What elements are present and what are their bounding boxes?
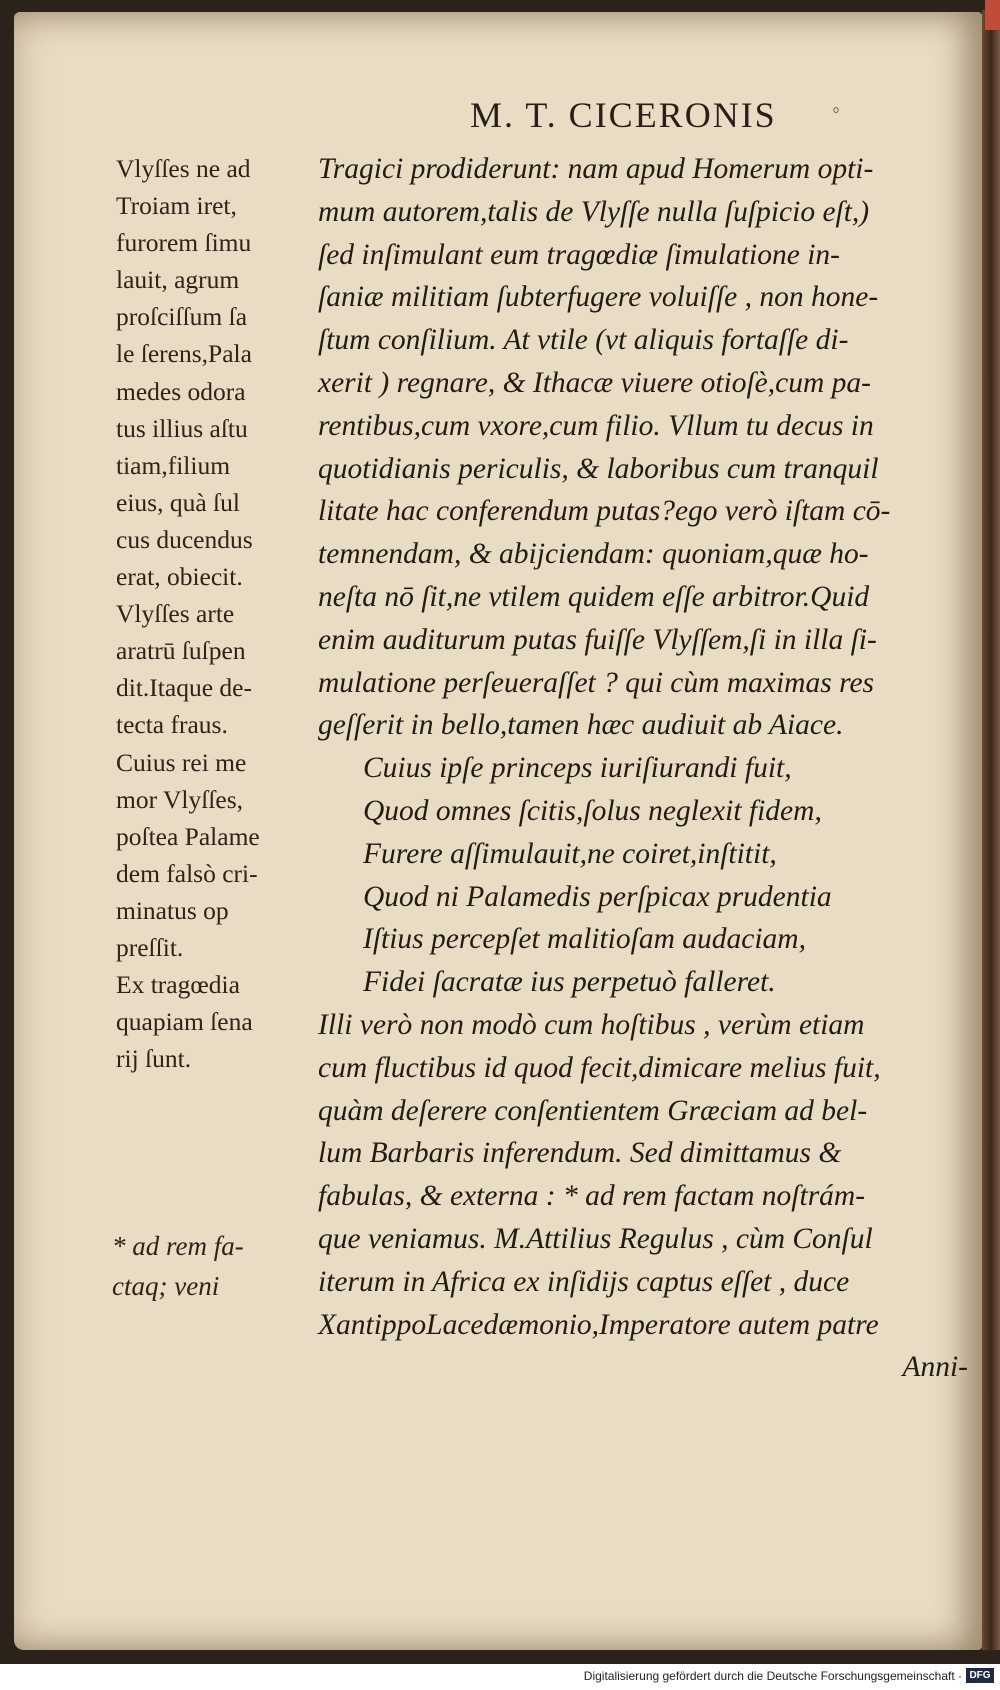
margin-note-2 [112,1226,312,1306]
margin-note-line: mor Vlyſſes, [116,784,244,814]
margin-note-line: aratrū ſuſpen [116,636,246,666]
margin-note-line: tecta fraus. [116,710,228,740]
margin-note-line: Cuius rei me [116,747,247,777]
bookmark-tab [985,0,1000,30]
text-line: lum Barbaris inferendum. Sed dimittamus & [318,1137,842,1170]
text-line: litate hac conferendum putas?ego verò iſtam cō- [318,495,891,528]
text-line: ſaniæ militiam ſubterfugere voluiſſe , non hone- [318,281,879,314]
text-line: geſſerit in bello,tamen hæc audiuit ab Aiace. [318,709,844,742]
margin-column [116,150,316,1077]
text-line: que veniamus. M.Attilius Regulus , cùm Conſul [318,1222,873,1255]
margin-note-line: le ſerens,Pala [116,339,252,369]
main-text [318,148,978,1389]
text-line: mum autorem,talis de Vlyſſe nulla ſuſpicio eſt,) [318,195,870,228]
verse-line: Quod omnes ſcitis,ſolus neglexit fidem, [363,794,822,827]
margin-note-line: Vlyſſes arte [116,599,235,629]
margin-note-line: furorem ſimu [116,228,252,258]
page-edge [982,10,1000,1650]
running-header: M. T. CICERONIS [470,95,777,135]
text-line: neſta nō ſit,ne vtilem quidem eſſe arbitror.Quid [318,580,870,613]
text-line: rentibus,cum vxore,cum filio. Vllum tu decus in [318,409,874,442]
margin-note-line: lauit, agrum [116,265,240,295]
margin-note-line: rij ſunt. [116,1044,192,1074]
footer-credit: Digitalisierung gefördert durch die Deutsche Forschungsgemeinschaft · [583,1669,962,1683]
verse-line: Iſtius percepſet malitioſam audaciam, [363,923,806,956]
margin-note-line: poſtea Palame [116,821,260,851]
text-line: xerit ) regnare, & Ithacæ viuere otioſè,cum pa- [318,366,871,399]
margin-note-line: preſſit. [116,932,184,962]
margin-note-line: ctaq; veni [112,1271,220,1301]
margin-note-line: tiam,filium [116,450,231,480]
margin-note-line: minatus op [116,895,229,925]
margin-note-line: dem falsò cri- [116,858,258,888]
margin-note-line: dit.Itaque de- [116,673,252,703]
header-ornament: ﾟ [832,106,846,135]
catchword: Anni- [902,1351,968,1384]
text-line: quàm deſerere conſentientem Græciam ad bel- [318,1094,868,1127]
text-line: cum fluctibus id quod fecit,dimicare melius fuit, [318,1051,881,1084]
margin-note-line: quapiam ſena [116,1007,253,1037]
text-line: XantippoLacedæmonio,Imperatore autem patre [318,1308,879,1341]
verse-line: Quod ni Palamedis perſpicax prudentia [363,880,832,913]
text-line: quotidianis periculis, & laboribus cum tranquil [318,452,879,485]
margin-note-line: Vlyſſes ne ad [116,154,251,183]
text-line: fabulas, & externa : * ad rem factam noſtrám- [318,1180,866,1213]
margin-note-line: Ex tragœdia [116,970,240,1000]
margin-note-line: eius, quà ſul [116,487,240,517]
text-line: temnendam, & abijciendam: quoniam,quæ ho- [318,538,869,571]
text-line: Tragici prodiderunt: nam apud Homerum opti- [318,153,874,185]
text-line: iterum in Africa ex inſidijs captus eſſet , duce [318,1265,850,1298]
verse-line: Furere aſſimulauit,ne coiret,inſtitit, [363,837,777,870]
text-line: enim auditurum putas fuiſſe Vlyſſem,ſi in illa ſi- [318,623,877,656]
margin-note-line: cus ducendus [116,524,253,554]
margin-note-line: medes odora [116,376,246,406]
text-line: ſed inſimulant eum tragœdiæ ſimulatione in- [318,238,840,271]
verse-line: Cuius ipſe princeps iuriſiurandi fuit, [363,752,792,785]
margin-note-line: Troiam iret, [116,191,237,221]
margin-note-line: tus illius aſtu [116,413,248,443]
verse-line: Fidei ſacratæ ius perpetuò falleret. [363,966,776,999]
margin-note-line: proſciſſum ſa [116,302,248,332]
dfg-logo: DFG [966,1668,994,1683]
text-line: ſtum conſilium. At vtile (vt aliquis fortaſſe di- [318,324,849,357]
text-line: mulatione perſeueraſſet ? qui cùm maximas res [318,666,875,699]
margin-note-line: * ad rem fa- [112,1231,244,1261]
text-line: Illi verò non modò cum hoſtibus , verùm etiam [318,1008,865,1041]
margin-note-line: erat, obiecit. [116,562,243,592]
